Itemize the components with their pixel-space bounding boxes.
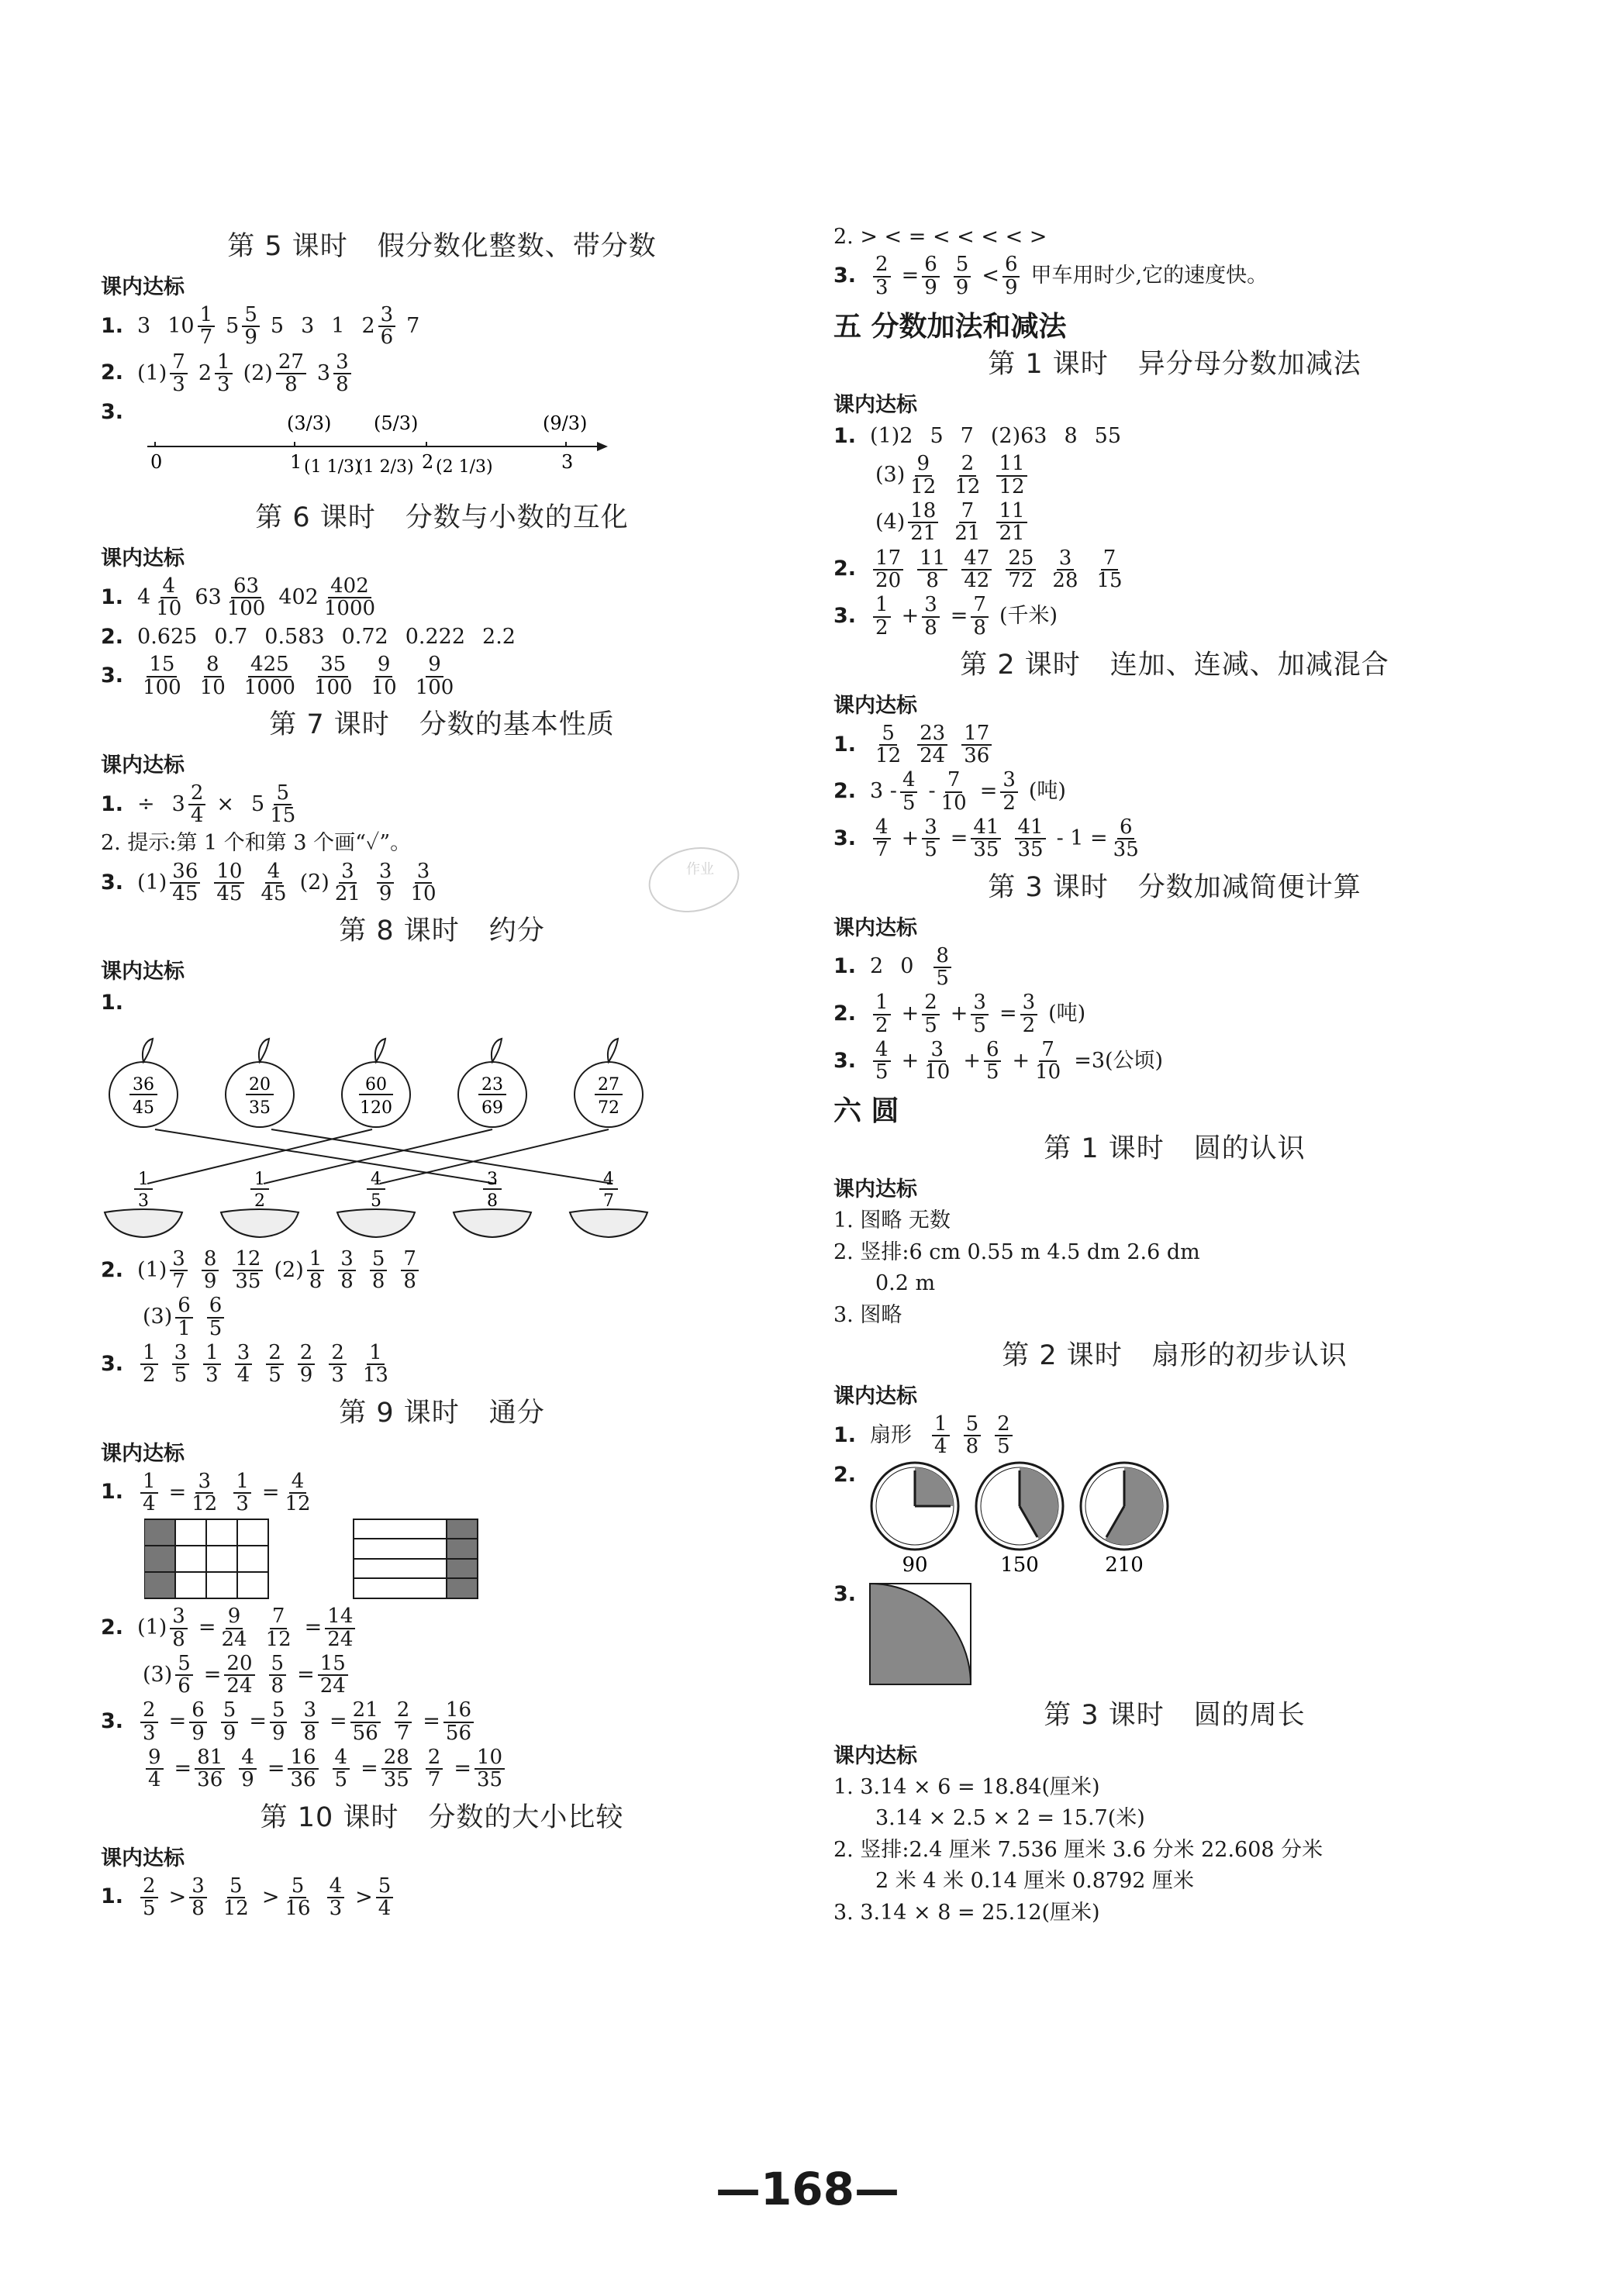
tick-0: 0	[150, 451, 163, 474]
mixed-1-2-3: (1 2/3)	[357, 457, 414, 477]
svg-text:3: 3	[487, 1169, 498, 1189]
clock-150	[976, 1463, 1063, 1577]
tick-3: 3	[561, 451, 574, 474]
lesson-heading: 第 1 课时 圆的认识	[1044, 1133, 1306, 1165]
answer-line: 1. 4 $\frac{4}{10}$ 63 $\frac{63}{100}$ 402 $\frac{402}{1000}$	[101, 576, 783, 620]
svg-text:35: 35	[249, 1098, 271, 1118]
mixed-2-1-3: (2 1/3)	[436, 457, 493, 477]
fraction: $\frac{5}{8}$	[964, 1414, 982, 1458]
lesson-number: 第 5 课时	[227, 231, 348, 262]
fraction: $\frac{425}{1000}$	[243, 653, 295, 699]
left-column	[101, 225, 783, 1922]
section-label: 课内达标	[101, 1846, 185, 1870]
svg-text:7: 7	[603, 1191, 614, 1211]
fraction: $\frac{1}{2}$	[873, 595, 891, 639]
fraction: $\frac{9}{12}$	[910, 452, 937, 498]
answer-line: 1. $\frac{1}{4}$ = $\frac{3}{12}$ $\frac{1}{3}$ = $\frac{4}{12}$	[101, 1471, 783, 1515]
fraction: $\frac{18}{21}$	[908, 501, 938, 545]
fraction: $\frac{5}{12}$	[875, 721, 902, 768]
fraction: $\frac{4}{3}$	[327, 1876, 345, 1920]
fraction: $\frac{6}{1}$	[175, 1295, 193, 1339]
fraction: $\frac{1}{7}$	[198, 305, 216, 349]
section-label: 课内达标	[833, 1743, 917, 1768]
fraction: $\frac{3}{12}$	[192, 1469, 218, 1515]
fraction: $\frac{10}{35}$	[474, 1747, 505, 1791]
answer-line: 1. ÷ 3 $\frac{2}{4}$ × 5 $\frac{5}{15}$	[101, 783, 783, 827]
fraction: $\frac{3}{5}$	[922, 817, 940, 861]
svg-text:90: 90	[902, 1553, 928, 1577]
fraction: $\frac{16}{36}$	[288, 1747, 318, 1791]
number-line-answer: 3. (3/3) (5/3) (9/3) 0 1 2 3 (1 1/3) (1 2/3) (2 1/3)	[101, 398, 783, 491]
svg-text:45: 45	[133, 1098, 154, 1118]
fraction: $\frac{28}{35}$	[381, 1747, 412, 1791]
svg-text:1: 1	[254, 1169, 265, 1189]
fraction: $\frac{3}{8}$	[338, 1249, 356, 1293]
apple	[109, 1039, 178, 1127]
section-label: 课内达标	[101, 960, 185, 984]
grid-one-quarter	[144, 1519, 268, 1598]
fraction: $\frac{7}{3}$	[170, 352, 188, 396]
fraction: $\frac{2}{5}$	[140, 1876, 158, 1920]
shaded-grid-diagrams	[144, 1518, 578, 1603]
fraction: $\frac{3}{5}$	[971, 992, 989, 1036]
lesson-heading: 第 10 课时 分数的大小比较	[260, 1801, 624, 1833]
fraction: $\frac{4}{5}$	[333, 1747, 350, 1791]
section-label: 课内达标	[101, 546, 185, 571]
answer-line: 1. 图略 无数	[833, 1208, 951, 1233]
fraction: $\frac{7}{8}$	[401, 1249, 419, 1293]
fraction: $\frac{3}{8}$	[333, 352, 351, 396]
lesson-heading: 第 6 课时 分数与小数的互化	[255, 502, 629, 534]
fraction: $\frac{2}{4}$	[188, 783, 206, 827]
fraction: $\frac{17}{36}$	[961, 723, 992, 767]
fraction: $\frac{4}{45}$	[261, 859, 287, 906]
apple	[342, 1039, 410, 1127]
fraction: $\frac{10}{45}$	[214, 861, 244, 905]
fraction: $\frac{2}{12}$	[954, 452, 981, 498]
svg-text:23: 23	[481, 1074, 503, 1095]
mixed-1-1-3: (1 1/3)	[304, 457, 361, 477]
section-label: 课内达标	[833, 1177, 917, 1202]
watermark-stamp	[644, 841, 744, 919]
answer-line: 3. 3.14 × 8 = 25.12(厘米)	[833, 1900, 1100, 1925]
answer-line: 2. 提示:第 1 个和第 3 个画“✓”。	[101, 831, 412, 856]
answer-line: 2. $\frac{17}{20}$ $\frac{11}{8}$ $\frac{47}{42}$ $\frac{25}{72}$ $\frac{3}{28}$ $\frac{7}{15}$	[833, 548, 1516, 592]
fraction: $\frac{36}{45}$	[170, 861, 200, 905]
answer-line: 1. $\frac{5}{12}$ $\frac{23}{24}$ $\frac{17}{36}$	[833, 723, 1516, 767]
fraction: $\frac{5}{4}$	[376, 1876, 394, 1920]
bowl	[221, 1170, 298, 1237]
fraction: $\frac{21}{56}$	[350, 1700, 381, 1744]
answer-line: 3. $\frac{2}{3}$ = $\frac{6}{9}$ $\frac{5}{9}$ = $\frac{5}{9}$ $\frac{3}{8}$ = $\frac{21}{56}$ $\frac{2}{7}$ = $\frac{16}{56}$	[101, 1700, 783, 1744]
fraction: $\frac{7}{10}$	[940, 768, 967, 815]
section-label: 课内达标	[101, 1441, 185, 1466]
fraction: $\frac{4}{5}$	[900, 770, 918, 814]
fraction: $\frac{47}{42}$	[961, 548, 992, 592]
fraction: $\frac{2}{7}$	[395, 1700, 412, 1744]
svg-text:27: 27	[598, 1074, 619, 1095]
fraction: $\frac{3}{8}$	[189, 1876, 207, 1920]
fraction: $\frac{3}{8}$	[301, 1700, 319, 1744]
fraction: $\frac{1}{13}$	[362, 1341, 388, 1388]
fraction: $\frac{3}{28}$	[1052, 546, 1078, 592]
svg-text:210: 210	[1105, 1553, 1144, 1577]
answer-line: (3) $\frac{5}{6}$ = $\frac{20}{24}$ $\frac{5}{8}$ = $\frac{15}{24}$	[101, 1653, 783, 1698]
svg-text:120: 120	[360, 1098, 392, 1118]
svg-text:3: 3	[138, 1191, 149, 1211]
fraction: $\frac{1}{3}$	[233, 1471, 251, 1515]
fraction: $\frac{4}{9}$	[239, 1747, 257, 1791]
fraction: $\frac{9}{24}$	[221, 1605, 247, 1651]
fraction: $\frac{15}{100}$	[143, 653, 181, 699]
answer-line: 3. $\frac{1}{2}$ + $\frac{3}{8}$ = $\frac{7}{8}$ (千米)	[833, 593, 1058, 640]
bowl	[337, 1170, 415, 1237]
fraction: $\frac{5}{12}$	[223, 1874, 249, 1920]
fraction: $\frac{1}{3}$	[215, 352, 233, 396]
section-label: 课内达标	[101, 275, 185, 299]
fraction: $\frac{17}{20}$	[873, 548, 903, 592]
answer-line: (3) $\frac{9}{12}$ $\frac{2}{12}$ $\frac{11}{12}$	[833, 453, 1516, 498]
fraction: $\frac{7}{15}$	[1096, 546, 1123, 592]
fraction: $\frac{3}{21}$	[334, 859, 361, 906]
fraction: $\frac{5}{8}$	[370, 1249, 388, 1293]
fraction: $\frac{3}{7}$	[170, 1249, 188, 1293]
fraction: $\frac{1}{4}$	[932, 1414, 950, 1458]
lesson-heading: 第 1 课时 异分母分数加减法	[988, 349, 1361, 381]
svg-text:作业: 作业	[686, 861, 714, 877]
fraction: $\frac{1}{3}$	[203, 1343, 221, 1387]
answer-line: 2. 竖排:2.4 厘米 7.536 厘米 3.6 分米 22.608 分米	[833, 1837, 1323, 1862]
fraction: $\frac{2}{5}$	[266, 1343, 284, 1387]
fraction: $\frac{81}{36}$	[195, 1747, 225, 1791]
lesson-heading: 第 8 课时 约分	[339, 915, 545, 947]
fraction: $\frac{6}{9}$	[189, 1700, 207, 1744]
label-5-3: (5/3)	[374, 412, 419, 435]
fraction: $\frac{402}{1000}$	[323, 574, 376, 621]
fraction: $\frac{4}{7}$	[873, 817, 891, 861]
fraction: $\frac{9}{100}$	[415, 653, 454, 699]
unit-heading: 五 分数加法和减法	[833, 311, 1067, 343]
apple-bowl-matching-diagram	[101, 1021, 690, 1246]
fraction: $\frac{2}{3}$	[140, 1700, 158, 1744]
fraction: $\frac{7}{8}$	[971, 595, 989, 639]
svg-text:2: 2	[254, 1191, 265, 1211]
svg-text:8: 8	[487, 1191, 498, 1211]
fraction: $\frac{5}{8}$	[269, 1653, 287, 1698]
fraction: $\frac{3}{10}$	[410, 859, 437, 906]
fraction: $\frac{5}{16}$	[285, 1874, 311, 1920]
section-label: 课内达标	[833, 1384, 917, 1409]
tick-1: 1	[290, 451, 302, 474]
answer-line: 3. $\frac{15}{100}$ $\frac{8}{10}$ $\frac{425}{1000}$ $\frac{35}{100}$ $\frac{9}{10}$ $\frac{9}{100}$	[101, 654, 783, 698]
answer-line: 2. (1) $\frac{3}{8}$ = $\frac{9}{24}$ $\frac{7}{12}$ = $\frac{14}{24}$	[101, 1606, 783, 1650]
answer-line: 2. $\frac{1}{2}$ + $\frac{2}{5}$ + $\frac{3}{5}$ = $\frac{3}{2}$ (吨)	[833, 991, 1086, 1037]
fraction: $\frac{3}{8}$	[170, 1606, 188, 1650]
fraction: $\frac{2}{7}$	[426, 1747, 443, 1791]
lesson-heading: 第 7 课时 分数的基本性质	[269, 708, 615, 740]
fraction: $\frac{3}{5}$	[172, 1343, 190, 1387]
answer-line: 1. (1)2 5 7 (2)63 8 55	[833, 424, 1122, 449]
fraction: $\frac{9}{10}$	[371, 653, 397, 699]
svg-text:20: 20	[249, 1074, 271, 1095]
lesson-heading: 第 9 课时 通分	[339, 1397, 545, 1429]
fraction: $\frac{11}{12}$	[996, 453, 1027, 498]
answer-line: 2. 3 - $\frac{4}{5}$ - $\frac{7}{10}$ = $\frac{3}{2}$ (吨)	[833, 768, 1066, 815]
answer-line: (3) $\frac{6}{1}$ $\frac{6}{5}$	[101, 1295, 783, 1339]
answer-line: 2. (1) $\frac{7}{3}$ 2 $\frac{1}{3}$ (2) $\frac{27}{8}$ 3 $\frac{3}{8}$	[101, 352, 783, 396]
lesson-heading: 第 2 课时 连加、连减、加减混合	[960, 649, 1389, 681]
fraction: $\frac{20}{24}$	[224, 1653, 254, 1698]
tick-2: 2	[422, 451, 434, 474]
svg-text:4: 4	[371, 1169, 381, 1189]
lesson-heading: 第 3 课时 圆的周长	[1044, 1699, 1306, 1731]
answer-line: 1. 2 0 $\frac{8}{5}$	[833, 946, 1516, 990]
fraction: $\frac{1}{2}$	[873, 992, 891, 1036]
answer-line: 1. 3.14 × 6 = 18.84(厘米)	[833, 1774, 1100, 1799]
bowl	[570, 1170, 647, 1237]
fraction: $\frac{6}{9}$	[1002, 254, 1020, 298]
fraction: $\frac{5}{9}$	[270, 1700, 288, 1744]
fraction: $\frac{3}{2}$	[1000, 770, 1018, 814]
svg-text:72: 72	[598, 1098, 619, 1118]
fraction: $\frac{8}{5}$	[933, 946, 951, 990]
fraction: $\frac{8}{10}$	[199, 653, 226, 699]
fraction: $\frac{25}{72}$	[1006, 548, 1036, 592]
fraction: $\frac{7}{10}$	[1035, 1037, 1061, 1084]
label-3-3: (3/3)	[287, 412, 332, 435]
fraction: $\frac{16}{56}$	[443, 1700, 474, 1744]
svg-text:36: 36	[133, 1074, 154, 1095]
fraction: $\frac{3}{2}$	[1020, 992, 1038, 1036]
number-line-diagram	[132, 398, 628, 491]
fraction: $\frac{12}{35}$	[233, 1249, 263, 1293]
answer-line: 1. 3 10 $\frac{1}{7}$ 5 $\frac{5}{9}$ 5 3 1 2 $\frac{3}{6}$ 7	[101, 303, 420, 350]
answer-line: 3.14 × 2.5 × 2 = 15.7(米)	[875, 1806, 1145, 1831]
fraction: $\frac{3}{8}$	[922, 595, 940, 639]
fraction: $\frac{2}{3}$	[329, 1343, 347, 1387]
fraction: $\frac{15}{24}$	[318, 1653, 348, 1698]
fraction: $\frac{5}{9}$	[221, 1700, 239, 1744]
grid-one-third	[354, 1519, 478, 1598]
fraction: $\frac{2}{5}$	[922, 992, 940, 1036]
fraction: $\frac{3}{9}$	[377, 861, 395, 905]
answer-line: 2. 0.625 0.7 0.583 0.72 0.222 2.2	[101, 624, 516, 649]
fraction: $\frac{2}{9}$	[298, 1343, 316, 1387]
apple	[458, 1039, 526, 1127]
section-label: 课内达标	[833, 693, 917, 718]
page-number: —168—	[715, 2163, 900, 2215]
answer-line: 3. (1) $\frac{36}{45}$ $\frac{10}{45}$ $\frac{4}{45}$ (2) $\frac{3}{21}$ $\frac{3}{9}$ $\frac{3}{10}$	[101, 861, 783, 905]
fraction: $\frac{9}{4}$	[146, 1747, 164, 1791]
bowl	[454, 1170, 531, 1237]
clock-answer: 2. 90 150 210	[833, 1461, 1516, 1577]
clock-210	[1081, 1463, 1168, 1577]
unit-heading: 六 圆	[833, 1095, 899, 1128]
quarter-circle-answer: 3.	[833, 1581, 1516, 1689]
fraction: $\frac{3}{6}$	[378, 305, 396, 349]
fraction: $\frac{63}{100}$	[226, 574, 266, 621]
label-9-3: (9/3)	[543, 412, 588, 435]
lesson-heading: 第 2 课时 扇形的初步认识	[1002, 1340, 1348, 1372]
answer-line: 3. 图略	[833, 1302, 902, 1327]
answer-line: 1. $\frac{2}{5}$ > $\frac{3}{8}$ $\frac{5}{12}$ > $\frac{5}{16}$ $\frac{4}{3}$ > $\frac{5}{4}$	[101, 1876, 783, 1920]
svg-text:150: 150	[1000, 1553, 1039, 1577]
fraction: $\frac{23}{24}$	[917, 723, 947, 767]
fraction: $\frac{7}{21}$	[954, 499, 981, 546]
fraction: $\frac{4}{5}$	[873, 1039, 891, 1084]
svg-text:69: 69	[481, 1098, 503, 1118]
section-label: 课内达标	[833, 915, 917, 940]
svg-text:5: 5	[371, 1191, 381, 1211]
fraction: $\frac{6}{9}$	[922, 254, 940, 298]
fraction: $\frac{6}{35}$	[1113, 815, 1139, 862]
fraction: $\frac{6}{5}$	[984, 1039, 1002, 1084]
answer-line: 0.2 m	[875, 1271, 936, 1296]
answer-line: 1. 扇形 $\frac{1}{4}$ $\frac{5}{8}$ $\frac{2}{5}$	[833, 1414, 1516, 1458]
fraction: $\frac{1}{4}$	[140, 1471, 158, 1515]
fraction: $\frac{3}{4}$	[235, 1343, 253, 1387]
fraction: $\frac{1}{8}$	[307, 1249, 325, 1293]
fraction: $\frac{41}{35}$	[971, 817, 1001, 861]
section-label: 课内达标	[101, 753, 185, 777]
answer-line: 2. (1) $\frac{3}{7}$ $\frac{8}{9}$ $\frac{12}{35}$ (2) $\frac{1}{8}$ $\frac{3}{8}$ $\frac{5}{8}$ $\frac{7}{8}$	[101, 1249, 783, 1293]
clock-90	[871, 1463, 958, 1577]
answer-line: 3. $\frac{4}{5}$ + $\frac{3}{10}$ + $\frac{6}{5}$ + $\frac{7}{10}$ =3(公顷)	[833, 1037, 1164, 1084]
answer-line: 2. 竖排:6 cm 0.55 m 4.5 dm 2.6 dm	[833, 1239, 1200, 1264]
fraction: $\frac{2}{5}$	[995, 1414, 1013, 1458]
answer-line: 3. $\frac{1}{2}$ $\frac{3}{5}$ $\frac{1}{3}$ $\frac{3}{4}$ $\frac{2}{5}$ $\frac{2}{9}$ $\frac{2}{3}$ $\frac{1}{13}$	[101, 1343, 783, 1387]
right-column	[833, 225, 1516, 1930]
answer-line: 1.	[101, 991, 124, 1015]
fraction: $\frac{14}{24}$	[325, 1606, 355, 1650]
lesson-heading	[101, 225, 783, 264]
fraction: $\frac{4}{10}$	[156, 574, 182, 621]
answer-line: 3. $\frac{2}{3}$ = $\frac{6}{9}$ $\frac{5}{9}$ < $\frac{6}{9}$ 甲车用时少,它的速度快。	[833, 253, 1268, 299]
fraction: $\frac{5}{9}$	[954, 254, 971, 298]
fraction: $\frac{7}{12}$	[265, 1605, 292, 1651]
fraction: $\frac{27}{8}$	[276, 352, 306, 396]
answer-line: $\frac{9}{4}$ = $\frac{81}{36}$ $\frac{4}{9}$ = $\frac{16}{36}$ $\frac{4}{5}$ = $\frac{28}{35}$ $\frac{2}{7}$ = $\frac{10}{35}$	[101, 1747, 783, 1791]
clock-sectors-diagram	[868, 1461, 1194, 1577]
fraction: $\frac{4}{12}$	[285, 1469, 311, 1515]
answer-line: (4) $\frac{18}{21}$ $\frac{7}{21}$ $\frac{11}{21}$	[833, 501, 1516, 545]
fraction: $\frac{5}{15}$	[270, 781, 296, 828]
fraction: $\frac{5}{9}$	[242, 305, 260, 349]
answer-line: 3. $\frac{4}{7}$ + $\frac{3}{5}$ = $\frac{41}{35}$ $\frac{41}{35}$ - 1 = $\frac{6}{35}$	[833, 817, 1516, 861]
svg-text:1: 1	[138, 1169, 149, 1189]
fraction: $\frac{3}{10}$	[924, 1037, 951, 1084]
fraction: $\frac{35}{100}$	[313, 653, 353, 699]
fraction: $\frac{6}{5}$	[207, 1295, 225, 1339]
fraction: $\frac{41}{35}$	[1015, 817, 1045, 861]
fraction: $\frac{2}{3}$	[873, 254, 891, 298]
svg-text:4: 4	[603, 1169, 614, 1189]
apple	[226, 1039, 294, 1127]
fraction: $\frac{5}{6}$	[175, 1653, 193, 1698]
answer-line: 2. > < = < < < < >	[833, 225, 1047, 249]
apple	[575, 1039, 643, 1127]
lesson-title: 假分数化整数、带分数	[377, 231, 657, 262]
quarter-circle-diagram	[868, 1582, 985, 1691]
fraction: $\frac{1}{2}$	[140, 1343, 158, 1387]
answer-line: 2 米 4 米 0.14 厘米 0.8792 厘米	[875, 1869, 1195, 1894]
svg-text:60: 60	[365, 1074, 387, 1095]
bowl	[105, 1170, 182, 1237]
section-label: 课内达标	[833, 393, 917, 418]
fraction: $\frac{8}{9}$	[202, 1249, 219, 1293]
lesson-heading: 第 3 课时 分数加减简便计算	[988, 871, 1361, 903]
fraction: $\frac{11}{8}$	[917, 548, 947, 592]
fraction: $\frac{11}{21}$	[996, 501, 1027, 545]
